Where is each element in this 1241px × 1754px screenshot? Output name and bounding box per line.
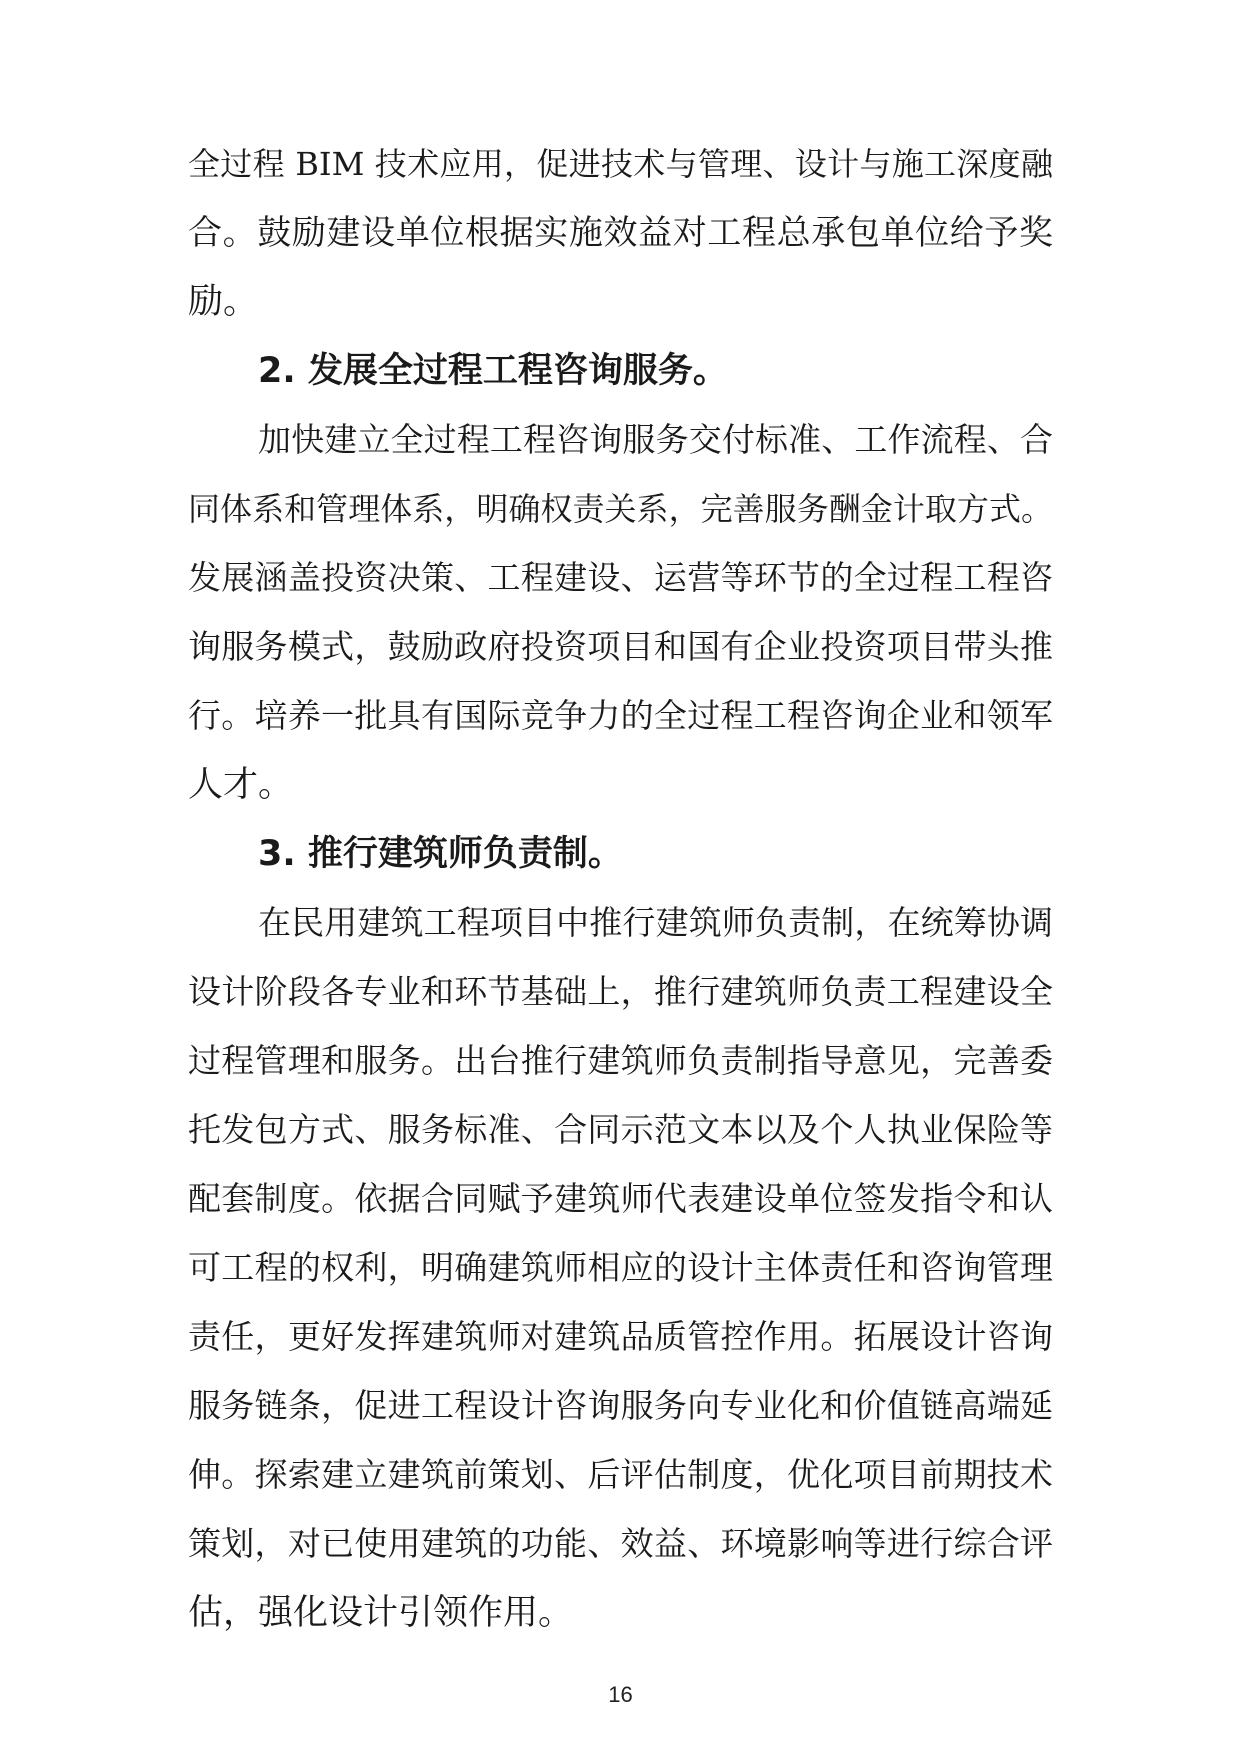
paragraph-line: 励。 bbox=[188, 282, 259, 322]
paragraph-line: 可工程的权利，明确建筑师相应的设计主体责任和咨询管理 bbox=[188, 1248, 1053, 1287]
paragraph-line: 托发包方式、服务标准、合同示范文本以及个人执业保险等 bbox=[188, 1110, 1053, 1149]
paragraph-line: 服务链条，促进工程设计咨询服务向专业化和价值链高端延 bbox=[188, 1386, 1053, 1425]
paragraph-line: 配套制度。依据合同赋予建筑师代表建设单位签发指令和认 bbox=[188, 1179, 1053, 1218]
section-heading: 3. 推行建筑师负责制。 bbox=[258, 834, 623, 874]
paragraph-line: 询服务模式，鼓励政府投资项目和国有企业投资项目带头推 bbox=[188, 627, 1053, 666]
paragraph-line: 全过程 BIM 技术应用，促进技术与管理、设计与施工深度融 bbox=[188, 145, 1053, 183]
paragraph-line: 行。培养一批具有国际竞争力的全过程工程咨询企业和领军 bbox=[188, 696, 1053, 735]
paragraph-line: 发展涵盖投资决策、工程建设、运营等环节的全过程工程咨 bbox=[188, 558, 1053, 597]
paragraph-line: 过程管理和服务。出台推行建筑师负责制指导意见，完善委 bbox=[188, 1041, 1053, 1080]
paragraph-line: 责任，更好发挥建筑师对建筑品质管控作用。拓展设计咨询 bbox=[188, 1317, 1053, 1356]
paragraph-line: 合。鼓励建设单位根据实施效益对工程总承包单位给予奖 bbox=[188, 213, 1053, 253]
paragraph-line: 加快建立全过程工程咨询服务交付标准、工作流程、合 bbox=[258, 420, 1053, 459]
paragraph-line: 估，强化设计引领作用。 bbox=[188, 1593, 574, 1633]
section-heading: 2. 发展全过程工程咨询服务。 bbox=[258, 351, 728, 391]
paragraph-line: 在民用建筑工程项目中推行建筑师负责制，在统筹协调 bbox=[258, 903, 1053, 942]
paragraph-line: 设计阶段各专业和环节基础上，推行建筑师负责工程建设全 bbox=[188, 972, 1053, 1011]
paragraph-line: 同体系和管理体系，明确权责关系，完善服务酬金计取方式。 bbox=[188, 490, 1053, 528]
paragraph-line: 策划，对已使用建筑的功能、效益、环境影响等进行综合评 bbox=[188, 1524, 1053, 1563]
paragraph-line: 伸。探索建立建筑前策划、后评估制度，优化项目前期技术 bbox=[188, 1455, 1053, 1494]
paragraph-line: 人才。 bbox=[188, 765, 294, 805]
page-number: 16 bbox=[608, 1682, 633, 1707]
